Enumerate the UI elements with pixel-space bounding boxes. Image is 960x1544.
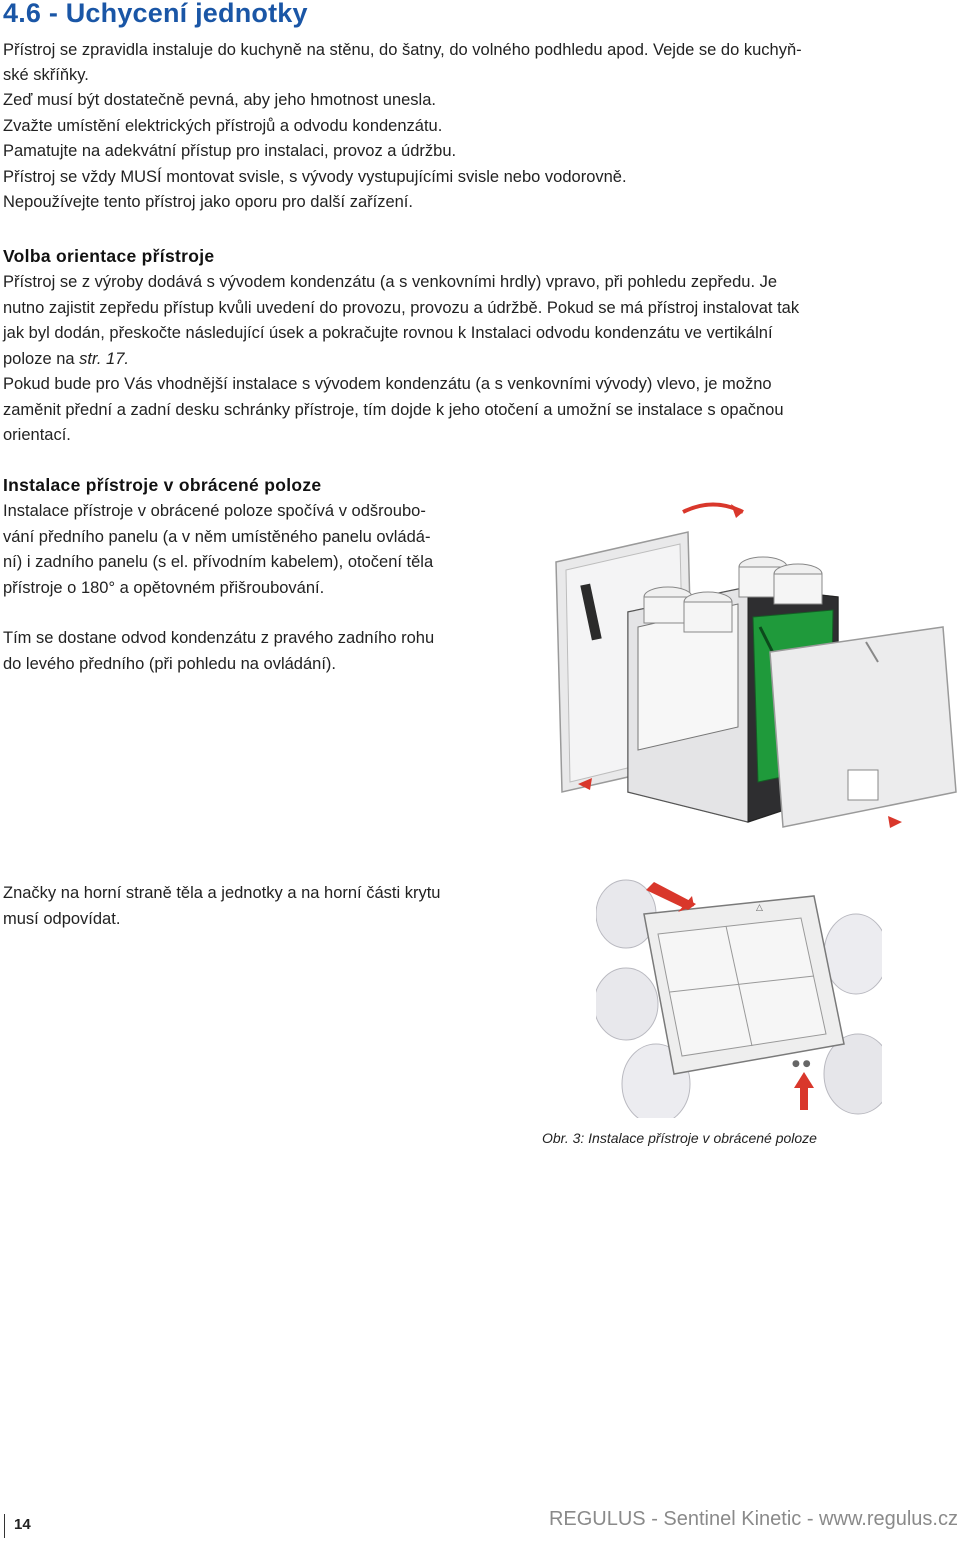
intro-paragraph (3, 38, 802, 216)
figure-caption: Obr. 3: Instalace přístroje v obrácené poloze (542, 1130, 817, 1146)
marking-icon: ● ● (792, 1059, 811, 1069)
page-heading: 4.6 - Uchycení jednotky (3, 0, 308, 28)
orientation-line: zaměnit přední a zadní desku schránky přístroje, tím dojde k jeho otočení a umožní se instalace s opačnou (3, 400, 784, 419)
orientation-line: Přístroj se z výroby dodává s vývodem kondenzátu (a s venkovními hrdly) vpravo, při pohledu zepředu. Je (3, 273, 778, 291)
intro-line: Zeď musí být dostatečně pevná, aby jeho hmotnost unesla. (3, 91, 436, 109)
orientation-line: nutno zajistit zepředu přístup kvůli uvedení do provozu, provozu a údržbě. Pokud se má přístroj instalovat tak (3, 298, 800, 317)
orientation-paragraph (3, 270, 799, 449)
orientation-line: Pokud bude pro Vás vhodnější instalace s vývodem kondenzátu (a s venkovními vývody) vlevo, je možno (3, 375, 772, 393)
marking-icon: △ (756, 903, 763, 913)
orientation-heading: Volba orientace přístroje (3, 246, 215, 266)
page-number-wrapper (4, 1516, 31, 1533)
page-number: 14 (14, 1516, 31, 1533)
orientation-line: orientací. (3, 426, 71, 444)
reverse-paragraph-2 (3, 626, 434, 677)
markings-paragraph (3, 881, 440, 932)
orientation-line: jak byl dodán, přeskočte následující úsek a pokračujte rovnou k Instalaci odvodu kondenzátu ve vertikální (3, 324, 773, 342)
intro-line: Nepoužívejte tento přístroj jako oporu pro další zařízení. (3, 193, 413, 211)
intro-line: Pamatujte na adekvátní přístup pro instalaci, provoz a údržbu. (3, 142, 457, 160)
intro-line: Zvažte umístění elektrických přístrojů a odvodu kondenzátu. (3, 116, 443, 135)
reverse-line: vání předního panelu (a v něm umístěného panelu ovládá- (3, 527, 431, 546)
reverse-line: Tím se dostane odvod kondenzátu z pravého zadního rohu (3, 629, 435, 647)
reverse-line: přístroje o 180° a opětovném přišroubování. (3, 578, 325, 597)
orientation-line-ref (3, 347, 799, 373)
exploded-unit-illustration (548, 492, 960, 862)
reverse-paragraph (3, 499, 433, 601)
markings-line: musí odpovídat. (3, 909, 121, 928)
reverse-line: Instalace přístroje v obrácené poloze spočívá v odšroubo- (3, 502, 426, 520)
footer-brand: REGULUS - Sentinel Kinetic - www.regulus.cz (548, 1508, 958, 1530)
intro-line: Přístroj se zpravidla instaluje do kuchyně na stěnu, do šatny, do volného podhledu apod. Vejde se do kuchyň- (3, 41, 802, 59)
top-markings-illustration (596, 874, 882, 1118)
markings-line: Značky na horní straně těla a jednotky a na horní části krytu (3, 884, 441, 902)
page-reference: str. 17. (79, 349, 129, 368)
arrow-icon (888, 816, 902, 828)
reverse-heading: Instalace přístroje v obrácené poloze (3, 475, 322, 495)
intro-line: Přístroj se vždy MUSÍ montovat svisle, s vývody vystupujícími svisle nebo vodorovně. (3, 167, 627, 186)
reverse-line: do levého předního (při pohledu na ovládání). (3, 654, 336, 673)
orientation-line: poloze na (3, 349, 80, 368)
reverse-line: ní) i zadního panelu (s el. přívodním kabelem), otočení těla (3, 553, 434, 571)
marking-arrow-icon (800, 1086, 808, 1110)
intro-line: ské skříňky. (3, 65, 89, 84)
